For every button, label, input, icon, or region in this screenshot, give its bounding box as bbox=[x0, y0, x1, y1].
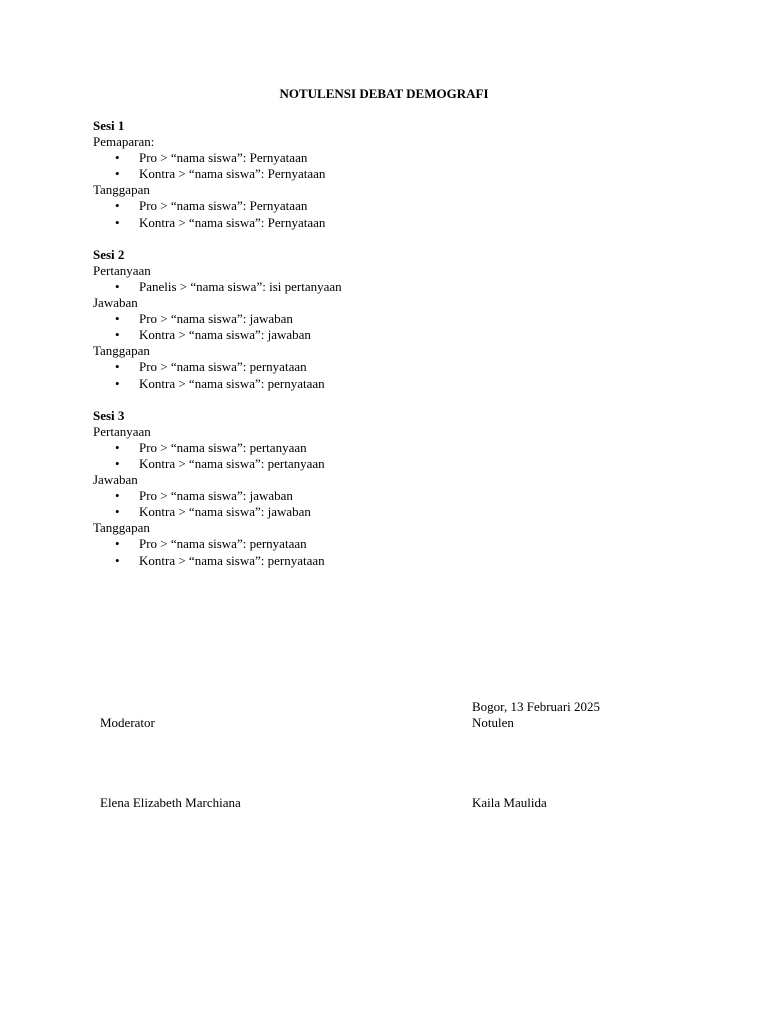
list-item-text: Pro > “nama siswa”: pernyataan bbox=[139, 359, 307, 375]
part-label: Tanggapan bbox=[93, 343, 150, 359]
session-1 bbox=[93, 118, 693, 231]
list-item bbox=[93, 150, 693, 166]
list-item bbox=[93, 327, 693, 343]
session-title: Sesi 1 bbox=[93, 118, 125, 133]
list-item bbox=[93, 166, 693, 182]
part-label: Jawaban bbox=[93, 295, 138, 311]
list-item-text: Pro > “nama siswa”: Pernyataan bbox=[139, 198, 308, 214]
list-item-text: Kontra > “nama siswa”: jawaban bbox=[139, 504, 311, 520]
list-item bbox=[93, 553, 693, 569]
bullet-list bbox=[93, 279, 693, 295]
part-label: Tanggapan bbox=[93, 520, 150, 536]
list-item-text: Pro > “nama siswa”: jawaban bbox=[139, 488, 293, 504]
list-item-text: Pro > “nama siswa”: pertanyaan bbox=[139, 439, 307, 455]
part-label: Jawaban bbox=[93, 472, 138, 488]
notulen-role: Notulen bbox=[472, 715, 514, 730]
list-item bbox=[93, 359, 693, 375]
bullet-icon: • bbox=[115, 327, 120, 343]
place-date: Bogor, 13 Februari 2025 bbox=[472, 699, 601, 714]
list-item-text: Pro > “nama siswa”: Pernyataan bbox=[139, 150, 308, 166]
session-title: Sesi 2 bbox=[93, 246, 125, 262]
list-item-text: Pro > “nama siswa”: pernyataan bbox=[139, 536, 307, 552]
document-title: NOTULENSI DEBAT DEMOGRAFI bbox=[279, 86, 489, 101]
moderator-name: Elena Elizabeth Marchiana bbox=[100, 795, 241, 810]
bullet-icon: • bbox=[115, 166, 120, 182]
bullet-icon: • bbox=[115, 455, 120, 471]
part-label: Pertanyaan bbox=[93, 262, 151, 278]
list-item-text: Kontra > “nama siswa”: pernyataan bbox=[139, 375, 325, 391]
bullet-list bbox=[93, 536, 693, 568]
bullet-list bbox=[93, 150, 693, 182]
part-label: Pemaparan: bbox=[93, 134, 155, 150]
bullet-icon: • bbox=[115, 375, 120, 391]
part-label: Pertanyaan bbox=[93, 423, 151, 439]
bullet-icon: • bbox=[115, 359, 120, 375]
list-item bbox=[93, 440, 693, 456]
list-item-text: Kontra > “nama siswa”: pertanyaan bbox=[139, 455, 325, 471]
bullet-icon: • bbox=[115, 552, 120, 568]
part-label: Tanggapan bbox=[93, 182, 150, 198]
list-item-text: Kontra > “nama siswa”: Pernyataan bbox=[139, 166, 326, 182]
bullet-icon: • bbox=[115, 150, 120, 166]
session-2 bbox=[93, 247, 693, 392]
list-item-text: Pro > “nama siswa”: jawaban bbox=[139, 311, 293, 327]
list-item bbox=[93, 279, 693, 295]
session-3 bbox=[93, 408, 693, 569]
bullet-icon: • bbox=[115, 439, 120, 455]
bullet-list bbox=[93, 198, 693, 230]
list-item bbox=[93, 456, 693, 472]
list-item bbox=[93, 536, 693, 552]
bullet-icon: • bbox=[115, 214, 120, 230]
notulen-name: Kaila Maulida bbox=[472, 795, 547, 810]
list-item-text: Panelis > “nama siswa”: isi pertanyaan bbox=[139, 278, 342, 294]
list-item bbox=[93, 488, 693, 504]
bullet-list bbox=[93, 311, 693, 343]
list-item bbox=[93, 376, 693, 392]
bullet-icon: • bbox=[115, 536, 120, 552]
bullet-list bbox=[93, 440, 693, 472]
bullet-icon: • bbox=[115, 198, 120, 214]
list-item bbox=[93, 215, 693, 231]
list-item-text: Kontra > “nama siswa”: Pernyataan bbox=[139, 214, 326, 230]
list-item-text: Kontra > “nama siswa”: pernyataan bbox=[139, 552, 325, 568]
bullet-icon: • bbox=[115, 504, 120, 520]
list-item bbox=[93, 504, 693, 520]
bullet-list bbox=[93, 488, 693, 520]
list-item bbox=[93, 311, 693, 327]
session-title: Sesi 3 bbox=[93, 407, 125, 423]
bullet-icon: • bbox=[115, 311, 120, 327]
bullet-icon: • bbox=[115, 278, 120, 294]
document-body bbox=[93, 118, 693, 585]
list-item bbox=[93, 198, 693, 214]
moderator-role: Moderator bbox=[100, 715, 155, 730]
list-item-text: Kontra > “nama siswa”: jawaban bbox=[139, 327, 311, 343]
bullet-icon: • bbox=[115, 488, 120, 504]
bullet-list bbox=[93, 359, 693, 391]
